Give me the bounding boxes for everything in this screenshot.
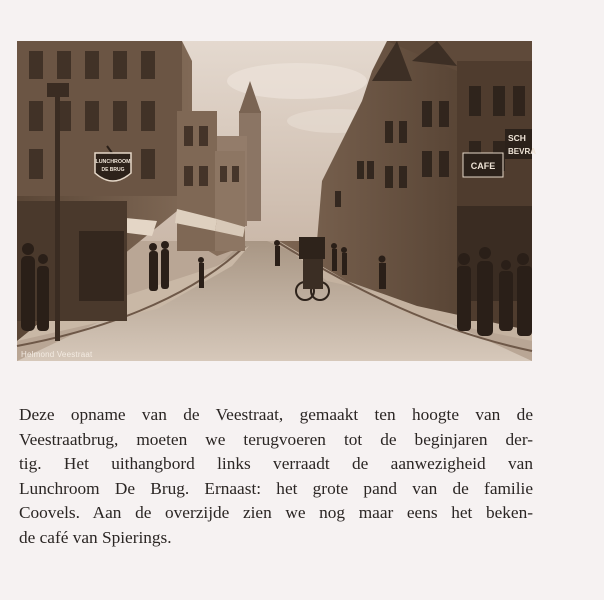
photo-description <box>19 403 533 551</box>
caption-line: de café van Spierings. <box>19 527 172 547</box>
caption-line: Lunchroom De Brug. Ernaast: het grote pand van de familie <box>19 478 533 498</box>
caption-line: Coovels. Aan de overzijde zien we nog maar eens het beken- <box>19 503 533 523</box>
photo-caption-text: Helmond Veestraat <box>21 350 93 359</box>
right-sign-line2: BEVRA <box>508 147 537 156</box>
cafe-sign-text: CAFE <box>470 161 496 171</box>
lunchroom-sign-line2: DE BRUG <box>101 167 125 173</box>
veestraat-photo-illustration <box>17 41 537 361</box>
right-sign-line1: SCH <box>508 133 526 143</box>
street-photo <box>17 41 537 361</box>
caption-line: tig. Het uithangbord links verraadt de aanwezigheid van <box>19 454 533 474</box>
caption-line: Veestraatbrug, moeten we terugvoeren tot de beginjaren der- <box>19 429 533 449</box>
caption-line: Deze opname van de Veestraat, gemaakt ten hoogte van de <box>19 405 533 424</box>
lunchroom-sign-line1: LUNCHROOM <box>95 159 131 165</box>
lamp-post <box>55 91 60 341</box>
